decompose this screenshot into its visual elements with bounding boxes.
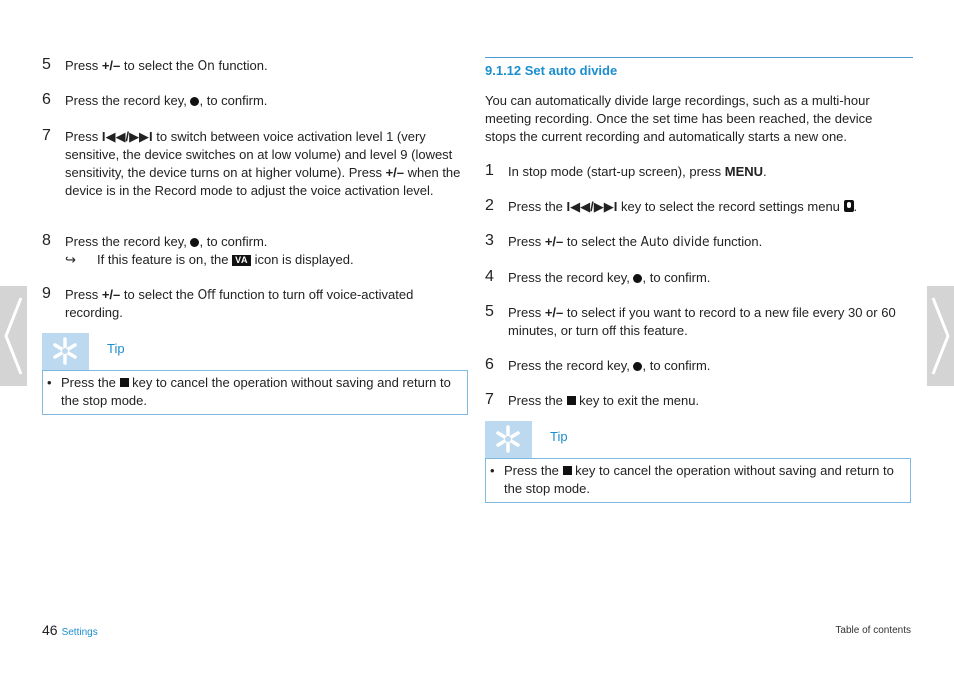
step-number: 1 [485, 162, 494, 179]
step-5 [42, 57, 470, 75]
step-number: 5 [485, 303, 494, 320]
step-result: ↪ If this feature is on, the VA icon is displayed. [65, 252, 354, 267]
display-label-auto-divide: Auto divide [640, 234, 710, 250]
step-1 [485, 163, 913, 181]
step-text: Press +/– to select the Off function to turn off voice-activated recording. [65, 287, 414, 320]
plus-minus-key: +/– [385, 165, 405, 180]
step-text: In stop mode (start-up screen), press MENU. [508, 164, 767, 179]
skip-keys: I◀◀/▶▶I [101, 129, 153, 144]
step-4 [485, 269, 913, 287]
step-number: 4 [485, 268, 494, 285]
step-text: Press the record key, , to confirm. [508, 358, 711, 373]
step-number: 7 [42, 127, 51, 144]
result-arrow-icon: ↪ [65, 252, 76, 267]
display-label-on: On [197, 58, 215, 74]
section-title: 9.1.12 Set auto divide [485, 63, 618, 78]
step-text: Press the I◀◀/▶▶I key to select the record settings menu . [508, 199, 858, 214]
plus-minus-key: +/– [101, 58, 121, 73]
microphone-icon [844, 200, 854, 212]
table-of-contents-link[interactable]: Table of contents [835, 625, 911, 636]
tip-label: Tip [107, 341, 125, 356]
chevron-right-icon [927, 286, 954, 386]
step-number: 9 [42, 285, 51, 302]
menu-key: MENU [724, 164, 764, 179]
step-3 [485, 233, 913, 251]
step-7 [485, 392, 913, 410]
stop-square-icon [120, 378, 129, 387]
plus-minus-key: +/– [544, 234, 564, 249]
footer-section-link[interactable]: Settings [61, 627, 98, 638]
display-label-off: Off [197, 287, 216, 303]
tip-asterisk-icon [485, 421, 532, 458]
step-6 [485, 357, 913, 375]
step-text: Press the record key, , to confirm. [508, 270, 711, 285]
tip-asterisk-icon [42, 333, 89, 370]
section-divider [485, 57, 913, 58]
tip-label: Tip [550, 429, 568, 444]
chevron-left-icon [0, 286, 27, 386]
step-8 [42, 233, 470, 269]
step-6 [42, 92, 470, 110]
step-text: Press +/– to select the Auto divide function. [508, 234, 763, 250]
step-text: Press +/– to select the On function. [65, 58, 268, 74]
step-2 [485, 198, 913, 216]
step-number: 6 [485, 356, 494, 373]
tip-block [42, 333, 468, 415]
next-page-tab[interactable] [927, 286, 954, 386]
plus-minus-key: +/– [544, 305, 564, 320]
page-number: 46 [42, 622, 58, 638]
tip-block [485, 421, 911, 503]
step-number: 3 [485, 232, 494, 249]
step-text: Press the record key, , to confirm. [65, 234, 268, 249]
step-number: 6 [42, 91, 51, 108]
step-number: 5 [42, 56, 51, 73]
voice-activation-icon: VA [232, 255, 251, 266]
step-5 [485, 304, 913, 340]
step-text: Press +/– to select if you want to record to a new file every 30 or 60 minutes, or turn off this feature. [508, 305, 896, 338]
step-text: Press I◀◀/▶▶I to switch between voice activation level 1 (very sensitive, the device switches on at low volume) and level 9 (lowest sensitivity, the device turns on at higher volume). Press +/– when the device is in the Record mode to adjust the voice activation level. [65, 129, 461, 198]
stop-square-icon [563, 466, 572, 475]
page-footer-left [42, 622, 98, 638]
section-intro: You can automatically divide large recordings, such as a multi-hour meeting recording. Once the set time has been reached, the device stops the current recording and automatically starts a new one. [485, 93, 873, 144]
tip-content: • Press the key to cancel the operation without saving and return to the stop mode. [485, 458, 911, 503]
step-number: 8 [42, 232, 51, 249]
plus-minus-key: +/– [101, 287, 121, 302]
step-text: Press the record key, , to confirm. [65, 93, 268, 108]
step-text: Press the key to exit the menu. [508, 393, 700, 408]
stop-square-icon [567, 396, 576, 405]
tip-content: • Press the key to cancel the operation without saving and return to the stop mode. [42, 370, 468, 415]
step-9 [42, 286, 470, 322]
previous-page-tab[interactable] [0, 286, 27, 386]
step-number: 2 [485, 197, 494, 214]
step-7 [42, 128, 470, 200]
step-number: 7 [485, 391, 494, 408]
skip-keys: I◀◀/▶▶I [566, 199, 618, 214]
